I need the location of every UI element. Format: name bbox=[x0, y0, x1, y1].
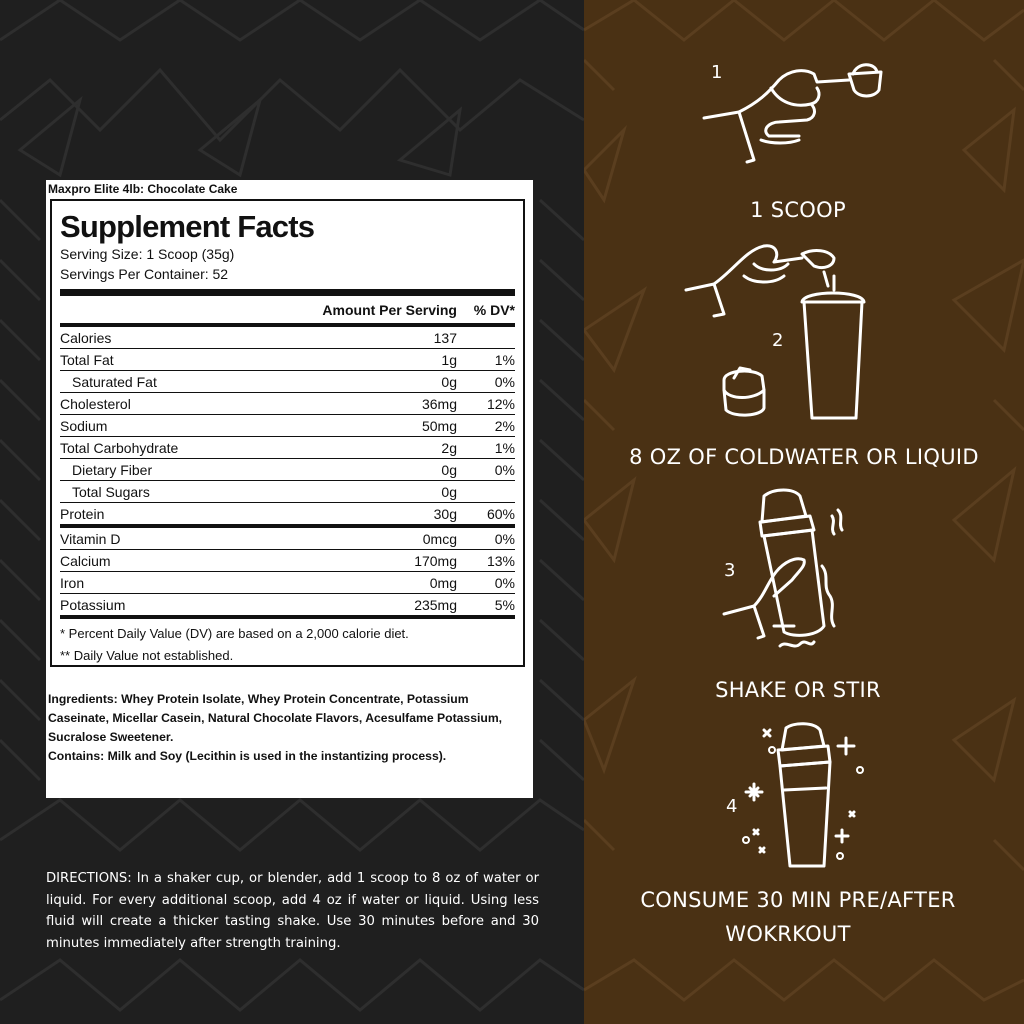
nutrient-name: Dietary Fiber bbox=[72, 461, 153, 478]
directions-text: DIRECTIONS: In a shaker cup, or blender, add 1 scoop to 8 oz of water or liquid. For every additional scoop, add 4 oz if water or liquid. Using less fluid will create a thicker tasting shake. Use 30 minutes before and 30 minutes immediately after strength training. bbox=[46, 871, 539, 951]
nutrient-row-vitamin-d bbox=[60, 528, 515, 550]
footnote-dv: * Percent Daily Value (DV) are based on a 2,000 calorie diet. bbox=[60, 626, 409, 641]
nutrient-amount: 2g bbox=[441, 439, 457, 456]
step-4-label: CONSUME 30 MIN PRE/AFTER bbox=[640, 888, 956, 912]
nutrient-dv: 0% bbox=[494, 530, 515, 547]
supplement-label-card bbox=[46, 180, 533, 798]
ingredients-text: Ingredients: Whey Protein Isolate, Whey Protein Concentrate, Potassium Caseinate, Micellar Casein, Natural Chocolate Flavors, Acesulfame Potassium, Sucralose Sweetener. bbox=[48, 692, 503, 744]
nutrient-amount: 1g bbox=[441, 351, 457, 368]
nutrient-row-calories bbox=[60, 327, 515, 349]
product-name: Maxpro Elite 4lb: Chocolate Cake bbox=[48, 182, 238, 196]
nutrient-dv: 2% bbox=[494, 417, 515, 434]
header-dv: % DV* bbox=[473, 302, 515, 318]
footnote-not-established: ** Daily Value not established. bbox=[60, 648, 234, 663]
nutrient-dv: 13% bbox=[486, 552, 515, 569]
nutrient-name: Calcium bbox=[60, 552, 111, 569]
nutrient-amount: 137 bbox=[433, 329, 457, 346]
divider-thick bbox=[60, 289, 515, 296]
serving-size: Serving Size: 1 Scoop (35g) bbox=[60, 246, 235, 262]
nutrient-name: Iron bbox=[60, 574, 85, 591]
step-3-label: SHAKE OR STIR bbox=[715, 678, 881, 702]
ingredients-block bbox=[48, 690, 518, 766]
nutrient-amount: 0mg bbox=[429, 574, 457, 591]
nutrient-dv: 12% bbox=[486, 395, 515, 412]
nutrient-dv: 60% bbox=[486, 505, 515, 522]
nutrient-dv: 5% bbox=[494, 596, 515, 613]
step-number: 4 bbox=[726, 796, 738, 817]
nutrient-amount: 0g bbox=[441, 461, 457, 478]
nutrient-amount: 0g bbox=[441, 373, 457, 390]
step-1-label: 1 SCOOP bbox=[750, 198, 846, 222]
facts-header-row bbox=[60, 300, 515, 320]
nutrient-row-total-carbohydrate bbox=[60, 437, 515, 459]
nutrient-row-total-sugars bbox=[60, 481, 515, 503]
nutrient-row-dietary-fiber bbox=[60, 459, 515, 481]
contains-text: Contains: Milk and Soy (Lecithin is used in the instantizing process). bbox=[48, 749, 447, 763]
nutrient-amount: 0g bbox=[441, 483, 457, 500]
nutrient-amount: 0mcg bbox=[422, 530, 457, 547]
nutrient-amount: 50mg bbox=[421, 417, 457, 434]
facts-title: Supplement Facts bbox=[60, 209, 315, 244]
step-2-label: 8 OZ OF COLDWATER OR LIQUID bbox=[629, 445, 979, 469]
nutrient-name: Cholesterol bbox=[60, 395, 131, 412]
nutrient-row-saturated-fat bbox=[60, 371, 515, 393]
nutrient-name: Saturated Fat bbox=[72, 373, 157, 390]
nutrient-dv: 0% bbox=[494, 574, 515, 591]
nutrient-row-potassium bbox=[60, 594, 515, 615]
nutrient-row-protein bbox=[60, 503, 515, 524]
header-amount: Amount Per Serving bbox=[322, 302, 457, 318]
supplement-facts-panel bbox=[50, 199, 525, 667]
nutrient-name: Potassium bbox=[60, 596, 126, 613]
nutrient-name: Total Carbohydrate bbox=[60, 439, 179, 456]
servings-per-container: Servings Per Container: 52 bbox=[60, 266, 229, 282]
nutrient-dv: 1% bbox=[494, 439, 515, 456]
divider-medium bbox=[60, 615, 515, 619]
nutrient-row-iron bbox=[60, 572, 515, 594]
nutrient-amount: 235mg bbox=[414, 596, 457, 613]
step-number: 2 bbox=[772, 330, 784, 351]
nutrient-row-total-fat bbox=[60, 349, 515, 371]
nutrient-name: Protein bbox=[60, 505, 105, 522]
nutrient-amount: 36mg bbox=[421, 395, 457, 412]
nutrient-name: Total Sugars bbox=[72, 483, 150, 500]
hand-holding-scoop-icon bbox=[699, 52, 889, 172]
step-number: 1 bbox=[711, 62, 723, 83]
nutrient-dv: 1% bbox=[494, 351, 515, 368]
nutrient-name: Total Fat bbox=[60, 351, 114, 368]
nutrient-dv: 0% bbox=[494, 461, 515, 478]
nutrient-name: Sodium bbox=[60, 417, 108, 434]
sparkling-shaker-icon bbox=[724, 720, 874, 870]
nutrient-dv: 0% bbox=[494, 373, 515, 390]
nutrient-row-calcium bbox=[60, 550, 515, 572]
pouring-into-shaker-icon bbox=[684, 240, 884, 425]
nutrient-row-cholesterol bbox=[60, 393, 515, 415]
shaking-bottle-icon bbox=[714, 486, 874, 656]
nutrient-name: Calories bbox=[60, 329, 112, 346]
step-4-label-line2: WOKRKOUT bbox=[725, 922, 851, 946]
step-number: 3 bbox=[724, 560, 736, 581]
nutrient-amount: 30g bbox=[433, 505, 457, 522]
right-panel bbox=[584, 0, 1024, 1024]
nutrient-name: Vitamin D bbox=[60, 530, 121, 547]
nutrient-row-sodium bbox=[60, 415, 515, 437]
nutrient-amount: 170mg bbox=[414, 552, 457, 569]
